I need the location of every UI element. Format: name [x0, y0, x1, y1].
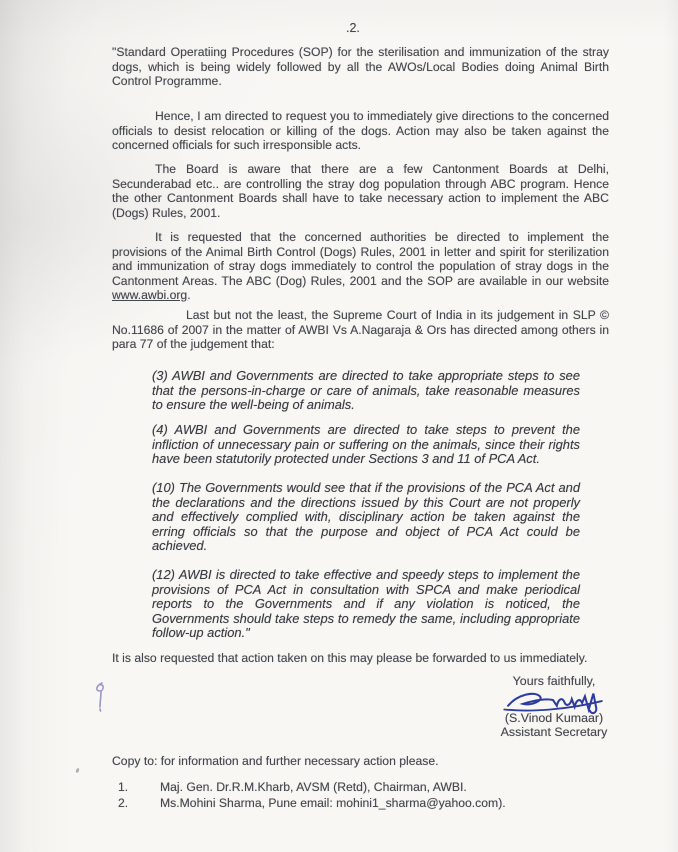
- signatory-name: (S.Vinod Kumaar): [504, 710, 604, 725]
- list-item-text: Maj. Gen. Dr.R.M.Kharb, AVSM (Retd), Chairman, AWBI.: [160, 780, 467, 794]
- paragraph-directions: Hence, I am directed to request you to immediately give directions to the concerned officials to desist relocation or killing of the dogs. Action may also be taken against the concerned officials for such irresponsible acts.: [112, 109, 609, 152]
- scan-speck: [75, 768, 80, 774]
- judgement-quote-12: (12) AWBI is directed to take effective and speedy steps to implement the provisions of PCA Act in consultation with SPCA and make periodical reports to the Governments and if any violation is noticed, the Governments should take steps to remedy the same, including appropriate follow-up action.": [152, 567, 580, 640]
- page-number: .2.: [346, 21, 360, 35]
- judgement-quote-10: (10) The Governments would see that if the provisions of the PCA Act and the declarations and the directions issued by this Court are not properly and effectively complied with, disciplinary action be taken against the erring officials so that the purpose and object of PCA Act could be achieved.: [152, 480, 580, 553]
- copy-to-list: [118, 780, 598, 811]
- signatory-title: Assistant Secretary: [500, 725, 608, 739]
- paragraph-cantonment-boards: The Board is aware that there are a few Cantonment Boards at Delhi, Secunderabad etc.. are controlling the stray dog population through ABC program. Hence the other Cantonment Boards shall have to take necessary action to implement the ABC (Dogs) Rules, 2001.: [112, 162, 609, 220]
- list-item-number: 2.: [118, 795, 129, 810]
- list-item-number: 1.: [118, 780, 129, 794]
- paragraph-action-taken: It is also requested that action taken on this may please be forwarded to us immediately.: [112, 651, 588, 665]
- valediction: Yours faithfully,: [512, 674, 596, 688]
- paragraph-abc-rules-period: .: [187, 288, 191, 302]
- stray-pen-mark: [93, 680, 109, 714]
- list-item: [118, 780, 598, 795]
- paragraph-abc-rules: [112, 230, 609, 303]
- signature-block: [492, 674, 616, 740]
- judgement-quote-3: (3) AWBI and Governments are directed to take appropriate steps to see that the persons-in-charge or care of animals, take reasonable measures to ensure the well-being of animals.: [152, 368, 580, 412]
- awbi-website-link: www.awbi.org: [112, 288, 188, 302]
- paragraph-sop: "Standard Operatiing Procedures (SOP) for the sterilisation and immunization of the stray dogs, which is being widely followed by all the AWOs/Local Bodies doing Animal Birth Control Programme.: [112, 45, 609, 88]
- judgement-quote-4: (4) AWBI and Governments are directed to take steps to prevent the infliction of unnecessary pain or suffering on the animals, since their rights have been statutorily protected under Sections 3 and 11 of PCA Act.: [152, 422, 580, 466]
- copy-to-heading: Copy to: for information and further necessary action please.: [112, 754, 439, 768]
- list-item: [118, 796, 598, 811]
- paragraph-abc-rules-text: It is requested that the concerned authorities be directed to implement the provisions of the Animal Birth Control (Dogs) Rules, 2001 in letter and spirit for sterilization and immunization of stray dogs immediately to control the population of stray dogs in the Cantonment Areas. The ABC (Dog) Rules, 2001 and the SOP are available in our website: [112, 230, 609, 288]
- paragraph-supreme-court: Last but not the least, the Supreme Court of India in its judgement in SLP © No.11686 of 2007 in the matter of AWBI Vs A.Nagaraja & Ors has directed among others in para 77 of the judgement that:: [112, 308, 609, 351]
- list-item-text: Ms.Mohini Sharma, Pune email: mohini1_sharma@yahoo.com).: [160, 795, 506, 810]
